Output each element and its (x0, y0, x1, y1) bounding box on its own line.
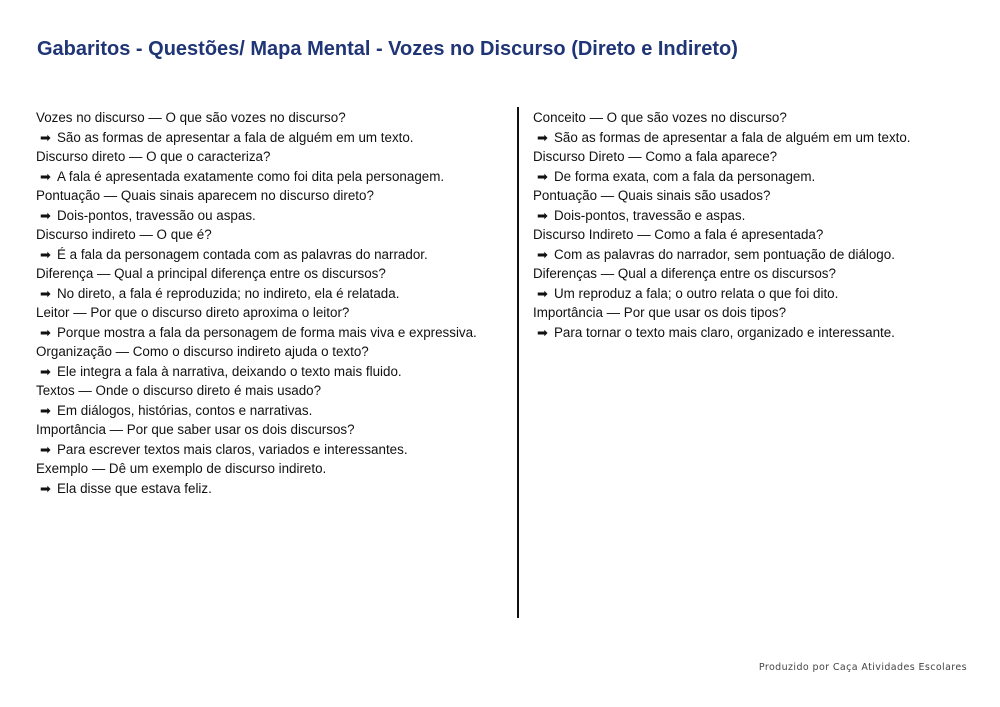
answer-line (36, 440, 508, 460)
answer-line (36, 206, 508, 226)
question-line: Organização — Como o discurso indireto ajuda o texto? (36, 344, 369, 359)
answer-line (36, 401, 508, 421)
question-line: Pontuação — Quais sinais aparecem no discurso direto? (36, 188, 374, 203)
page-title: Gabaritos - Questões/ Mapa Mental - Vozes no Discurso (Direto e Indireto) (37, 38, 738, 60)
right-arrow-icon: ➡ (537, 247, 548, 263)
answer-line (533, 167, 973, 187)
right-arrow-icon: ➡ (40, 286, 51, 302)
right-arrow-icon: ➡ (40, 325, 51, 341)
question-line: Leitor — Por que o discurso direto aproxima o leitor? (36, 305, 350, 320)
answer-line (36, 323, 508, 343)
answer-line (533, 323, 973, 343)
question-line: Discurso direto — O que o caracteriza? (36, 149, 271, 164)
footer-credit: Produzido por Caça Atividades Escolares (758, 662, 967, 673)
right-arrow-icon: ➡ (40, 169, 51, 185)
right-arrow-icon: ➡ (537, 286, 548, 302)
answer-text: A fala é apresentada exatamente como foi dita pela personagem. (57, 168, 445, 184)
answer-line (533, 284, 973, 304)
right-arrow-icon: ➡ (537, 325, 548, 341)
question-line: Importância — Por que saber usar os dois discursos? (36, 422, 355, 437)
question-line: Discurso Direto — Como a fala aparece? (533, 149, 778, 164)
answer-text: São as formas de apresentar a fala de alguém em um texto. (554, 129, 911, 145)
answer-text: De forma exata, com a fala da personagem. (554, 168, 816, 184)
question-line: Diferenças — Qual a diferença entre os discursos? (533, 266, 836, 281)
answer-line (36, 167, 508, 187)
right-arrow-icon: ➡ (40, 247, 51, 263)
right-arrow-icon: ➡ (40, 481, 51, 497)
answer-line (533, 128, 973, 148)
answer-text: Em diálogos, histórias, contos e narrativas. (57, 402, 313, 418)
right-arrow-icon: ➡ (537, 208, 548, 224)
answer-text: Um reproduz a fala; o outro relata o que foi dito. (554, 285, 839, 301)
answer-text: Para escrever textos mais claros, variados e interessantes. (57, 441, 408, 457)
question-line: Conceito — O que são vozes no discurso? (533, 110, 787, 125)
answer-line (36, 245, 508, 265)
answer-line (36, 128, 508, 148)
right-answer-column (533, 108, 973, 342)
left-answer-column (36, 108, 508, 498)
answer-text: É a fala da personagem contada com as palavras do narrador. (57, 246, 428, 262)
question-line: Vozes no discurso — O que são vozes no discurso? (36, 110, 346, 125)
answer-line (36, 479, 508, 499)
answer-line (36, 362, 508, 382)
answer-text: No direto, a fala é reproduzida; no indireto, ela é relatada. (57, 285, 400, 301)
answer-text: Porque mostra a fala da personagem de forma mais viva e expressiva. (57, 324, 477, 340)
answer-line (533, 245, 973, 265)
answer-text: São as formas de apresentar a fala de alguém em um texto. (57, 129, 414, 145)
answer-line (36, 284, 508, 304)
answer-text: Com as palavras do narrador, sem pontuação de diálogo. (554, 246, 895, 262)
right-arrow-icon: ➡ (40, 442, 51, 458)
right-arrow-icon: ➡ (40, 364, 51, 380)
question-line: Discurso Indireto — Como a fala é apresentada? (533, 227, 824, 242)
right-arrow-icon: ➡ (537, 130, 548, 146)
answer-text: Ele integra a fala à narrativa, deixando o texto mais fluido. (57, 363, 402, 379)
right-arrow-icon: ➡ (40, 130, 51, 146)
answer-text: Dois-pontos, travessão ou aspas. (57, 207, 256, 223)
question-line: Exemplo — Dê um exemplo de discurso indireto. (36, 461, 327, 476)
answer-text: Ela disse que estava feliz. (57, 480, 212, 496)
right-arrow-icon: ➡ (537, 169, 548, 185)
answer-line (533, 206, 973, 226)
question-line: Discurso indireto — O que é? (36, 227, 212, 242)
question-line: Importância — Por que usar os dois tipos? (533, 305, 787, 320)
question-line: Textos — Onde o discurso direto é mais usado? (36, 383, 322, 398)
answer-text: Dois-pontos, travessão e aspas. (554, 207, 746, 223)
right-arrow-icon: ➡ (40, 403, 51, 419)
question-line: Pontuação — Quais sinais são usados? (533, 188, 771, 203)
question-line: Diferença — Qual a principal diferença entre os discursos? (36, 266, 386, 281)
column-divider (517, 107, 519, 618)
right-arrow-icon: ➡ (40, 208, 51, 224)
answer-text: Para tornar o texto mais claro, organizado e interessante. (554, 324, 895, 340)
